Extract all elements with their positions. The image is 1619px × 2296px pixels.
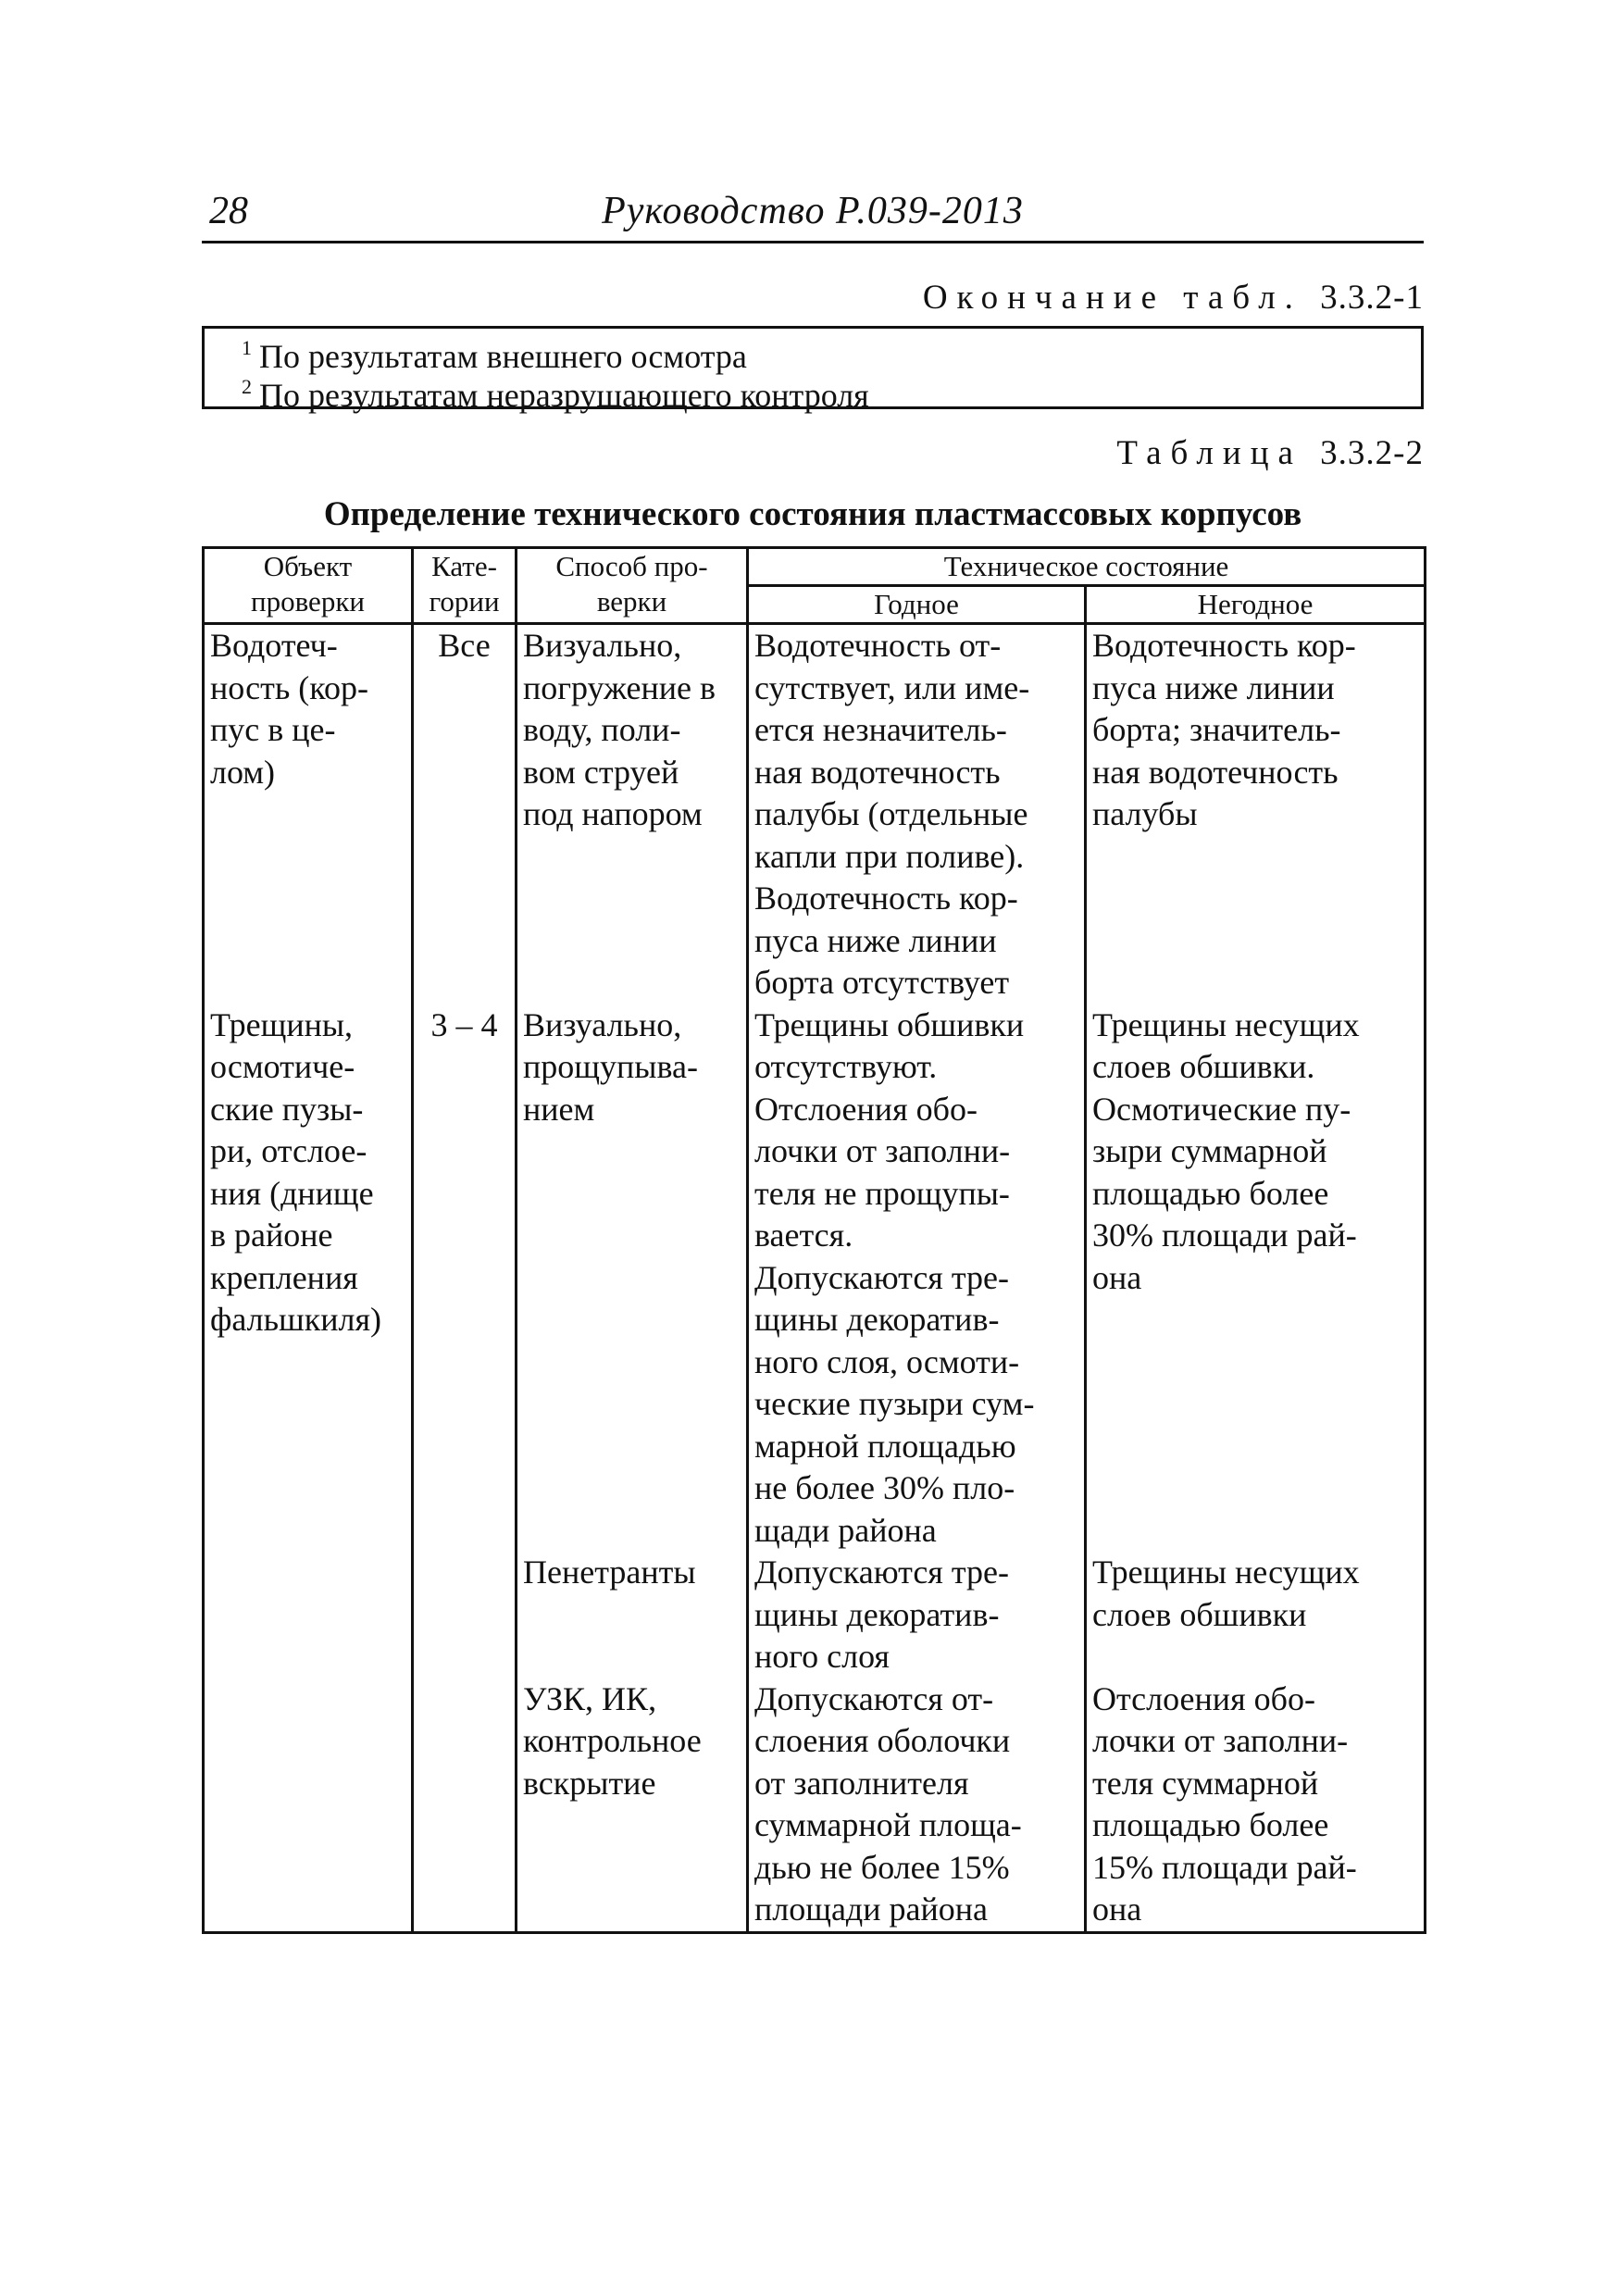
- cell-bad: Водотечность кор- пуса ниже линии борта; значитель- ная водотечность палубы: [1086, 624, 1426, 1004]
- cell-bad: Отслоения обо- лочки от заполни- теля суммарной площадью более 15% площади рай- она: [1086, 1678, 1426, 1933]
- prev-table-caption: [923, 278, 1424, 318]
- table-row: [204, 624, 1426, 1004]
- table-caption-word: Таблица: [1116, 434, 1302, 472]
- table-caption: [1116, 433, 1424, 473]
- footnote-mark: 1: [242, 336, 252, 359]
- prev-table-notes: [202, 326, 1424, 414]
- footnote-text: По результатам неразрушающего контроля: [259, 377, 869, 414]
- cell-method: УЗК, ИК, контрольное вскрытие: [517, 1678, 748, 1933]
- table-row: [204, 1678, 1426, 1933]
- table-row: [204, 1004, 1426, 1553]
- technical-state-table: [202, 546, 1426, 1934]
- header-bad: Негодное: [1086, 586, 1426, 624]
- table-caption-number: 3.3.2-2: [1320, 434, 1424, 472]
- header-category: Кате- гории: [413, 548, 517, 624]
- cell-method: Пенетранты: [517, 1552, 748, 1678]
- cell-object: Трещины, осмотиче- ские пузы- ри, отслое- ния (днище в районе крепления фальшкиля): [204, 1004, 413, 1553]
- cell-category: [413, 1552, 517, 1678]
- prev-table-caption-words: Окончание табл.: [922, 279, 1302, 317]
- cell-category: 3 – 4: [413, 1004, 517, 1553]
- footnote-mark: 2: [242, 375, 252, 398]
- cell-object: Водотеч- ность (кор- пус в це- лом): [204, 624, 413, 1004]
- cell-object: [204, 1552, 413, 1678]
- page-number: 28: [209, 190, 248, 232]
- cell-good: Водотечность от- сутствует, или име- ется незначитель- ная водотечность палубы (отдельные капли при поливе). Водотечность кор- пуса ниже линии борта отсутствует: [748, 624, 1086, 1004]
- prev-table-caption-number: 3.3.2-1: [1320, 279, 1424, 317]
- cell-method: Визуально, погружение в воду, поли- вом струей под напором: [517, 624, 748, 1004]
- table-header-row: [204, 548, 1426, 586]
- header-technical-state: Техническое состояние: [748, 548, 1426, 586]
- header-method: Способ про- верки: [517, 548, 748, 624]
- cell-object: [204, 1678, 413, 1933]
- cell-good: Допускаются тре- щины декоратив- ного слоя: [748, 1552, 1086, 1678]
- footnote-2: [242, 368, 869, 415]
- cell-bad: Трещины несущих слоев обшивки. Осмотические пу- зыри суммарной площадью более 30% площади рай- она: [1086, 1004, 1426, 1553]
- cell-good: Трещины обшивки отсутствуют. Отслоения обо- лочки от заполни- теля не прощупы- вается. Допускаются тре- щины декоратив- ного слоя, осмоти- ческие пузыри сум- марной площадью не более 30% пло- щади района: [748, 1004, 1086, 1553]
- header-good: Годное: [748, 586, 1086, 624]
- footnote-text: По результатам внешнего осмотра: [259, 338, 747, 375]
- cell-bad: Трещины несущих слоев обшивки: [1086, 1552, 1426, 1678]
- cell-category: Все: [413, 624, 517, 1004]
- table-row: [204, 1552, 1426, 1678]
- cell-category: [413, 1678, 517, 1933]
- running-title: Руководство Р.039-2013: [602, 190, 1024, 232]
- header-object: Объект проверки: [204, 548, 413, 624]
- running-header: [202, 181, 1424, 243]
- table-title: Определение технического состояния пластмассовых корпусов: [323, 495, 1302, 533]
- cell-good: Допускаются от- слоения оболочки от заполнителя суммарной площа- дью не более 15% площади района: [748, 1678, 1086, 1933]
- cell-method: Визуально, прощупыва- нием: [517, 1004, 748, 1553]
